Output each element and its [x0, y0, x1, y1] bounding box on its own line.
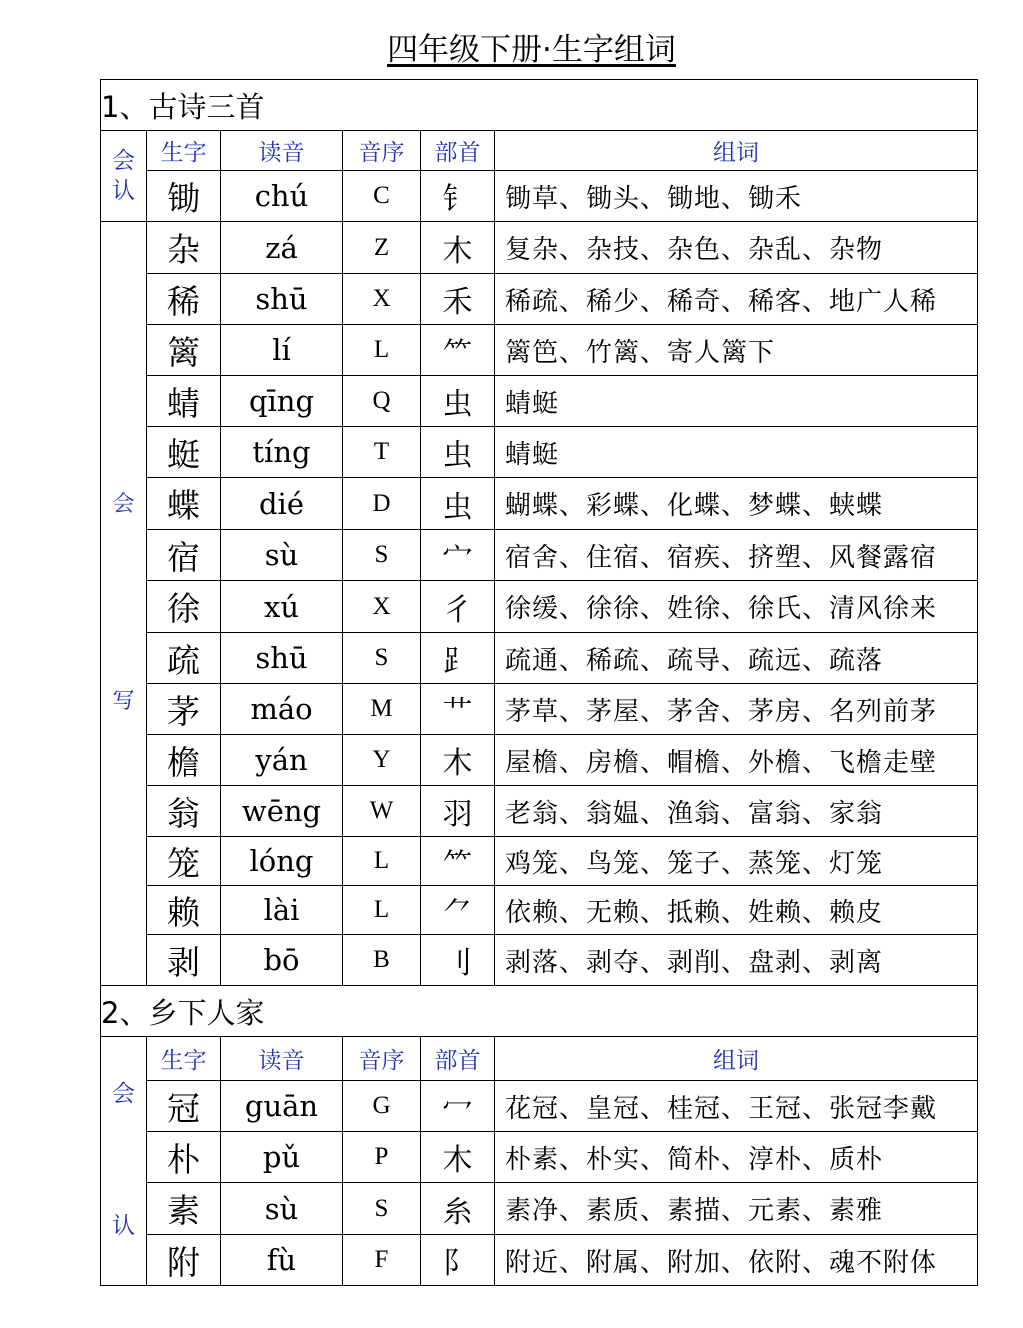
radical-cell: 禾 — [421, 274, 495, 325]
table-row — [101, 837, 978, 886]
order-cell: W — [343, 786, 421, 837]
side-label-char: 认 — [112, 1213, 135, 1239]
side-label-char: 会 — [112, 1081, 135, 1107]
char-cell: 徐 — [147, 581, 221, 633]
pinyin-cell: guān — [221, 1081, 343, 1132]
table-row — [101, 427, 978, 478]
table-row — [101, 935, 978, 986]
words-cell: 老翁、翁媪、渔翁、富翁、家翁 — [495, 786, 978, 837]
section-2-header — [101, 986, 978, 1037]
order-cell: Y — [343, 735, 421, 786]
order-cell: S — [343, 633, 421, 684]
words-cell: 蝴蝶、彩蝶、化蝶、梦蝶、蛱蝶 — [495, 478, 978, 530]
words-cell: 宿舍、住宿、宿疾、挤塑、风餐露宿 — [495, 530, 978, 581]
order-cell: T — [343, 427, 421, 478]
order-cell: P — [343, 1132, 421, 1183]
order-cell: M — [343, 684, 421, 735]
pinyin-cell: fù — [221, 1235, 343, 1286]
vocab-table — [100, 79, 978, 1286]
char-cell: 翁 — [147, 786, 221, 837]
header-pinyin: 读音 — [221, 1037, 343, 1081]
words-cell: 附近、附属、附加、依附、魂不附体 — [495, 1235, 978, 1286]
words-cell: 稀疏、稀少、稀奇、稀客、地广人稀 — [495, 274, 978, 325]
words-cell: 依赖、无赖、抵赖、姓赖、赖皮 — [495, 886, 978, 935]
header-pinyin: 读音 — [221, 131, 343, 171]
order-cell: G — [343, 1081, 421, 1132]
char-cell: 素 — [147, 1183, 221, 1235]
order-cell: D — [343, 478, 421, 530]
radical-cell: ⺈ — [421, 886, 495, 935]
side-label-read-2 — [101, 1037, 147, 1286]
char-cell: 檐 — [147, 735, 221, 786]
pinyin-cell: chú — [221, 171, 343, 222]
order-cell: L — [343, 837, 421, 886]
side-label-char: 会 — [112, 492, 135, 517]
pinyin-cell: xú — [221, 581, 343, 633]
char-cell: 宿 — [147, 530, 221, 581]
radical-cell: 虫 — [421, 427, 495, 478]
char-cell: 茅 — [147, 684, 221, 735]
order-cell: X — [343, 581, 421, 633]
pinyin-cell: sù — [221, 530, 343, 581]
radical-cell: ⻊ — [421, 633, 495, 684]
section-title: 2、乡下人家 — [101, 986, 978, 1037]
order-cell: S — [343, 1183, 421, 1235]
pinyin-cell: lóng — [221, 837, 343, 886]
radical-cell: 糸 — [421, 1183, 495, 1235]
order-cell: F — [343, 1235, 421, 1286]
header-words: 组词 — [495, 1037, 978, 1081]
radical-cell: ⺮ — [421, 837, 495, 886]
words-cell: 疏通、稀疏、疏导、疏远、疏落 — [495, 633, 978, 684]
char-cell: 冠 — [147, 1081, 221, 1132]
radical-cell: 虫 — [421, 478, 495, 530]
char-cell: 杂 — [147, 222, 221, 274]
table-row — [101, 633, 978, 684]
pinyin-cell: qīng — [221, 376, 343, 427]
header-row — [101, 1037, 978, 1081]
pinyin-cell: zá — [221, 222, 343, 274]
radical-cell: 木 — [421, 1132, 495, 1183]
side-label-read — [101, 131, 147, 222]
table-row — [101, 222, 978, 274]
side-label-char: 认 — [112, 178, 135, 204]
pinyin-cell: lí — [221, 325, 343, 376]
words-cell: 蜻蜓 — [495, 376, 978, 427]
pinyin-cell: sù — [221, 1183, 343, 1235]
header-radical: 部首 — [421, 1037, 495, 1081]
table-row — [101, 325, 978, 376]
words-cell: 蜻蜓 — [495, 427, 978, 478]
header-words: 组词 — [495, 131, 978, 171]
table-row — [101, 1183, 978, 1235]
words-cell: 茅草、茅屋、茅舍、茅房、名列前茅 — [495, 684, 978, 735]
table-row — [101, 171, 978, 222]
order-cell: L — [343, 325, 421, 376]
char-cell: 蜻 — [147, 376, 221, 427]
char-cell: 蝶 — [147, 478, 221, 530]
table-row — [101, 1235, 978, 1286]
side-label-char: 写 — [112, 689, 135, 714]
pinyin-cell: pǔ — [221, 1132, 343, 1183]
order-cell: S — [343, 530, 421, 581]
char-cell: 疏 — [147, 633, 221, 684]
words-cell: 鸡笼、鸟笼、笼子、蒸笼、灯笼 — [495, 837, 978, 886]
pinyin-cell: shū — [221, 633, 343, 684]
table-row — [101, 886, 978, 935]
side-label-write — [101, 222, 147, 986]
words-cell: 锄草、锄头、锄地、锄禾 — [495, 171, 978, 222]
char-cell: 篱 — [147, 325, 221, 376]
header-order: 音序 — [343, 131, 421, 171]
radical-cell: 冖 — [421, 1081, 495, 1132]
words-cell: 花冠、皇冠、桂冠、王冠、张冠李戴 — [495, 1081, 978, 1132]
radical-cell: 阝 — [421, 1235, 495, 1286]
table-row — [101, 581, 978, 633]
side-label-char: 会 — [112, 148, 135, 174]
table-row — [101, 274, 978, 325]
pinyin-cell: tíng — [221, 427, 343, 478]
pinyin-cell: lài — [221, 886, 343, 935]
char-cell: 笼 — [147, 837, 221, 886]
pinyin-cell: yán — [221, 735, 343, 786]
order-cell: X — [343, 274, 421, 325]
radical-cell: 宀 — [421, 530, 495, 581]
radical-cell: 彳 — [421, 581, 495, 633]
pinyin-cell: dié — [221, 478, 343, 530]
order-cell: L — [343, 886, 421, 935]
char-cell: 朴 — [147, 1132, 221, 1183]
words-cell: 素净、素质、素描、元素、素雅 — [495, 1183, 978, 1235]
char-cell: 锄 — [147, 171, 221, 222]
header-char: 生字 — [147, 1037, 221, 1081]
radical-cell: 虫 — [421, 376, 495, 427]
radical-cell: ⺮ — [421, 325, 495, 376]
page-title: 四年级下册·生字组词 — [387, 32, 676, 68]
table-row — [101, 735, 978, 786]
char-cell: 剥 — [147, 935, 221, 986]
words-cell: 屋檐、房檐、帽檐、外檐、飞檐走壁 — [495, 735, 978, 786]
table-row — [101, 786, 978, 837]
table-row — [101, 376, 978, 427]
radical-cell: 羽 — [421, 786, 495, 837]
header-row — [101, 131, 978, 171]
radical-cell: 钅 — [421, 171, 495, 222]
radical-cell: 木 — [421, 735, 495, 786]
header-radical: 部首 — [421, 131, 495, 171]
table-row — [101, 478, 978, 530]
radical-cell: 艹 — [421, 684, 495, 735]
words-cell: 徐缓、徐徐、姓徐、徐氏、清风徐来 — [495, 581, 978, 633]
char-cell: 附 — [147, 1235, 221, 1286]
char-cell: 稀 — [147, 274, 221, 325]
order-cell: Z — [343, 222, 421, 274]
table-row — [101, 1132, 978, 1183]
words-cell: 剥落、剥夺、剥削、盘剥、剥离 — [495, 935, 978, 986]
char-cell: 蜓 — [147, 427, 221, 478]
words-cell: 朴素、朴实、简朴、淳朴、质朴 — [495, 1132, 978, 1183]
section-title: 1、古诗三首 — [101, 80, 978, 131]
section-1-header — [101, 80, 978, 131]
char-cell: 赖 — [147, 886, 221, 935]
pinyin-cell: wēng — [221, 786, 343, 837]
order-cell: Q — [343, 376, 421, 427]
radical-cell: 木 — [421, 222, 495, 274]
order-cell: C — [343, 171, 421, 222]
table-row — [101, 1081, 978, 1132]
pinyin-cell: máo — [221, 684, 343, 735]
pinyin-cell: bō — [221, 935, 343, 986]
words-cell: 篱笆、竹篱、寄人篱下 — [495, 325, 978, 376]
pinyin-cell: shū — [221, 274, 343, 325]
words-cell: 复杂、杂技、杂色、杂乱、杂物 — [495, 222, 978, 274]
header-order: 音序 — [343, 1037, 421, 1081]
table-row — [101, 684, 978, 735]
header-char: 生字 — [147, 131, 221, 171]
table-row — [101, 530, 978, 581]
radical-cell: 刂 — [421, 935, 495, 986]
order-cell: B — [343, 935, 421, 986]
